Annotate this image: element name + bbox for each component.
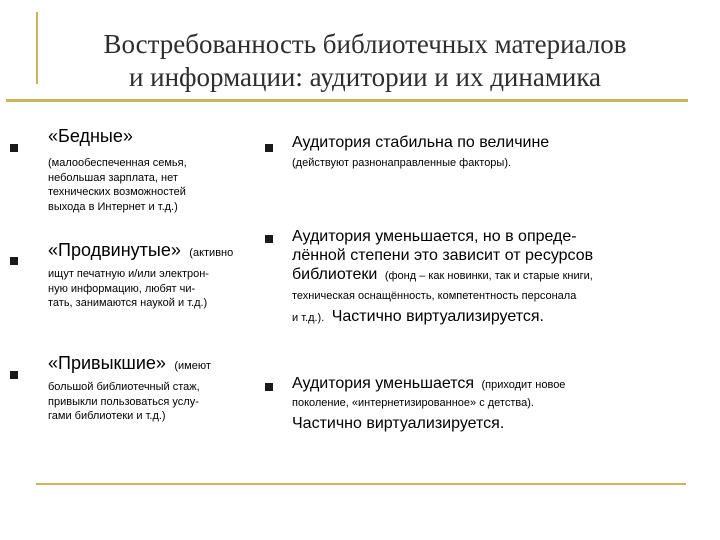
title-line-2: и информации: аудитории и их динамика (128, 62, 602, 92)
desc-line: небольшая зарплата, нет (48, 171, 178, 184)
dynamics-accustomed-line1-note: (приходит новое (481, 379, 566, 391)
audience-advanced-head: «Продвинутые» (48, 240, 181, 260)
audience-poor (48, 126, 278, 214)
bottom-divider (36, 483, 686, 485)
desc-line: ищут печатную и/или электрон- (48, 268, 209, 280)
dynamics-poor-main: Аудитория стабильна по величине (292, 134, 550, 151)
dynamics-advanced-line1: Аудитория уменьшается, но в опреде- (292, 228, 577, 245)
desc-line: (малообеспеченная семья, (48, 157, 187, 169)
audience-advanced-desc (48, 267, 283, 311)
slide-title (40, 28, 690, 94)
dynamics-accustomed (292, 374, 707, 433)
dynamics-advanced-line3-note: (фонд – как новинки, так и старые книги, (384, 270, 593, 282)
bullet-icon (10, 144, 18, 152)
bullet-icon (265, 235, 273, 243)
audience-poor-head: «Бедные» (48, 126, 133, 146)
dynamics-advanced-line3-main: библиотеки (292, 266, 378, 283)
desc-line: тать, занимаются наукой и т.д.) (48, 297, 208, 309)
bullet-icon (10, 371, 18, 379)
dynamics-advanced-line5-main: Частично виртуализируется. (331, 307, 544, 325)
dynamics-poor (292, 133, 707, 171)
dynamics-accustomed-line1-main: Аудитория уменьшается (292, 375, 475, 392)
left-accent-line (36, 12, 38, 84)
dynamics-poor-note: (действуют разнонаправленные факторы). (292, 157, 512, 169)
bullet-icon (265, 144, 273, 152)
desc-line: ную информацию, любят чи- (48, 282, 196, 295)
dynamics-advanced (292, 227, 707, 326)
dynamics-advanced-line4: техническая оснащённость, компетентность персонала (292, 290, 577, 302)
desc-line: гами библиотеки и т.д.) (48, 410, 166, 422)
title-divider (6, 99, 688, 102)
dynamics-advanced-line5-note: и т.д.). (292, 311, 325, 324)
audience-accustomed (48, 353, 283, 424)
bullet-icon (265, 383, 273, 391)
desc-line: привыкли пользоваться услу- (48, 395, 199, 408)
audience-accustomed-tail: (имеют (174, 360, 211, 372)
audience-accustomed-head: «Привыкшие» (48, 353, 166, 373)
title-line-1: Востребованность библиотечных материалов (103, 29, 627, 59)
dynamics-advanced-line2: лённой степени это зависит от ресурсов (292, 247, 594, 264)
audience-accustomed-desc (48, 380, 283, 424)
desc-line: технических возможностей (48, 186, 186, 198)
bullet-icon (10, 257, 18, 265)
dynamics-accustomed-line2: поколение, «интернетизированное» с детства). (292, 397, 534, 409)
dynamics-accustomed-line3: Частично виртуализируется. (292, 414, 505, 432)
desc-line: выхода в Интернет и т.д.) (48, 200, 178, 213)
audience-advanced-tail: (активно (189, 247, 234, 259)
audience-poor-desc (48, 156, 278, 214)
audience-advanced (48, 240, 283, 311)
desc-line: большой библиотечный стаж, (48, 381, 200, 393)
